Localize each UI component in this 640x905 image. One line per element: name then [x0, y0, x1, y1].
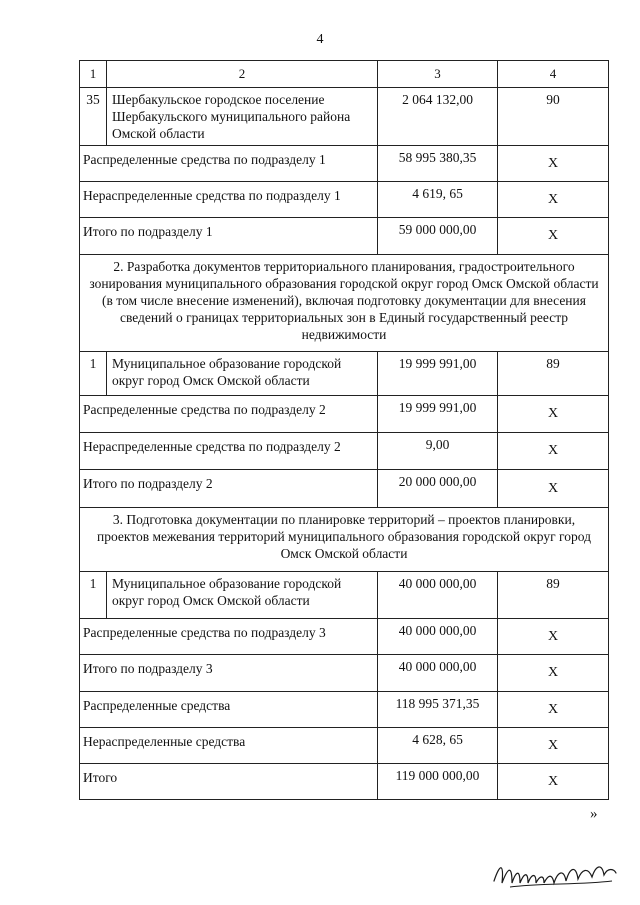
table-row — [80, 619, 609, 655]
table-row — [80, 470, 609, 508]
mark-cell: Х — [498, 619, 609, 655]
table-row — [80, 182, 609, 218]
header-col-1: 1 — [80, 61, 107, 88]
percent-cell: 89 — [498, 572, 609, 619]
amount-cell: 20 000 000,00 — [378, 470, 498, 508]
table-row — [80, 572, 609, 619]
percent-cell: 90 — [498, 88, 609, 146]
table-row — [80, 655, 609, 692]
row-number: 1 — [80, 352, 107, 396]
row-label: Итого по подразделу 2 — [80, 470, 378, 508]
amount-cell: 118 995 371,35 — [378, 692, 498, 728]
header-col-4: 4 — [498, 61, 609, 88]
row-label: Нераспределенные средства по подразделу 1 — [80, 182, 378, 218]
row-label: Нераспределенные средства по подразделу 2 — [80, 433, 378, 470]
amount-cell: 40 000 000,00 — [378, 619, 498, 655]
amount-cell: 40 000 000,00 — [378, 655, 498, 692]
table-row — [80, 88, 609, 146]
mark-cell: Х — [498, 433, 609, 470]
table-row — [80, 433, 609, 470]
row-number: 35 — [80, 88, 107, 146]
section-3-title: 3. Подготовка документации по планировке территорий – проектов планировки, проектов межевания территорий муниципального образования городской округ город Омск Омской области — [80, 508, 609, 572]
table-row — [80, 396, 609, 433]
percent-cell: 89 — [498, 352, 609, 396]
row-label: Итого — [80, 764, 378, 800]
row-label: Распределенные средства по подразделу 1 — [80, 146, 378, 182]
row-number: 1 — [80, 572, 107, 619]
table-header-row — [80, 61, 609, 88]
mark-cell: Х — [498, 728, 609, 764]
mark-cell: Х — [498, 396, 609, 433]
mark-cell: Х — [498, 764, 609, 800]
mark-cell: Х — [498, 655, 609, 692]
table-row — [80, 146, 609, 182]
row-label: Распределенные средства по подразделу 2 — [80, 396, 378, 433]
allocation-table — [79, 60, 609, 800]
mark-cell: Х — [498, 146, 609, 182]
amount-cell: 2 064 132,00 — [378, 88, 498, 146]
table-row — [80, 728, 609, 764]
amount-cell: 119 000 000,00 — [378, 764, 498, 800]
table-row — [80, 692, 609, 728]
header-col-2: 2 — [107, 61, 378, 88]
amount-cell: 58 995 380,35 — [378, 146, 498, 182]
municipality-name: Шербакульское городское поселение Шербакульского муниципального района Омской области — [107, 88, 378, 146]
municipality-name: Муниципальное образование городской округ город Омск Омской области — [107, 352, 378, 396]
municipality-name: Муниципальное образование городской округ город Омск Омской области — [107, 572, 378, 619]
amount-cell: 9,00 — [378, 433, 498, 470]
page-number: 4 — [316, 32, 324, 47]
amount-cell: 4 619, 65 — [378, 182, 498, 218]
row-label: Распределенные средства по подразделу 3 — [80, 619, 378, 655]
amount-cell: 59 000 000,00 — [378, 218, 498, 255]
row-label: Итого по подразделу 1 — [80, 218, 378, 255]
signature — [490, 853, 620, 893]
mark-cell: Х — [498, 218, 609, 255]
row-label: Нераспределенные средства — [80, 728, 378, 764]
mark-cell: Х — [498, 182, 609, 218]
closing-quote: » — [590, 806, 598, 822]
mark-cell: Х — [498, 692, 609, 728]
header-col-3: 3 — [378, 61, 498, 88]
amount-cell: 40 000 000,00 — [378, 572, 498, 619]
amount-cell: 4 628, 65 — [378, 728, 498, 764]
row-label: Итого по подразделу 3 — [80, 655, 378, 692]
section-2-title: 2. Разработка документов территориального планирования, градостроительного зонирования муниципального образования городской округ город Омск Омской области (в том числе внесение изменений), включая подготовку документации для внесения сведений о границах территориальных зон в Единый государственный реестр недвижимости — [80, 255, 609, 352]
amount-cell: 19 999 991,00 — [378, 396, 498, 433]
table-row — [80, 352, 609, 396]
table-row — [80, 764, 609, 800]
mark-cell: Х — [498, 470, 609, 508]
amount-cell: 19 999 991,00 — [378, 352, 498, 396]
table-row — [80, 218, 609, 255]
section-heading-row — [80, 255, 609, 352]
section-heading-row — [80, 508, 609, 572]
row-label: Распределенные средства — [80, 692, 378, 728]
